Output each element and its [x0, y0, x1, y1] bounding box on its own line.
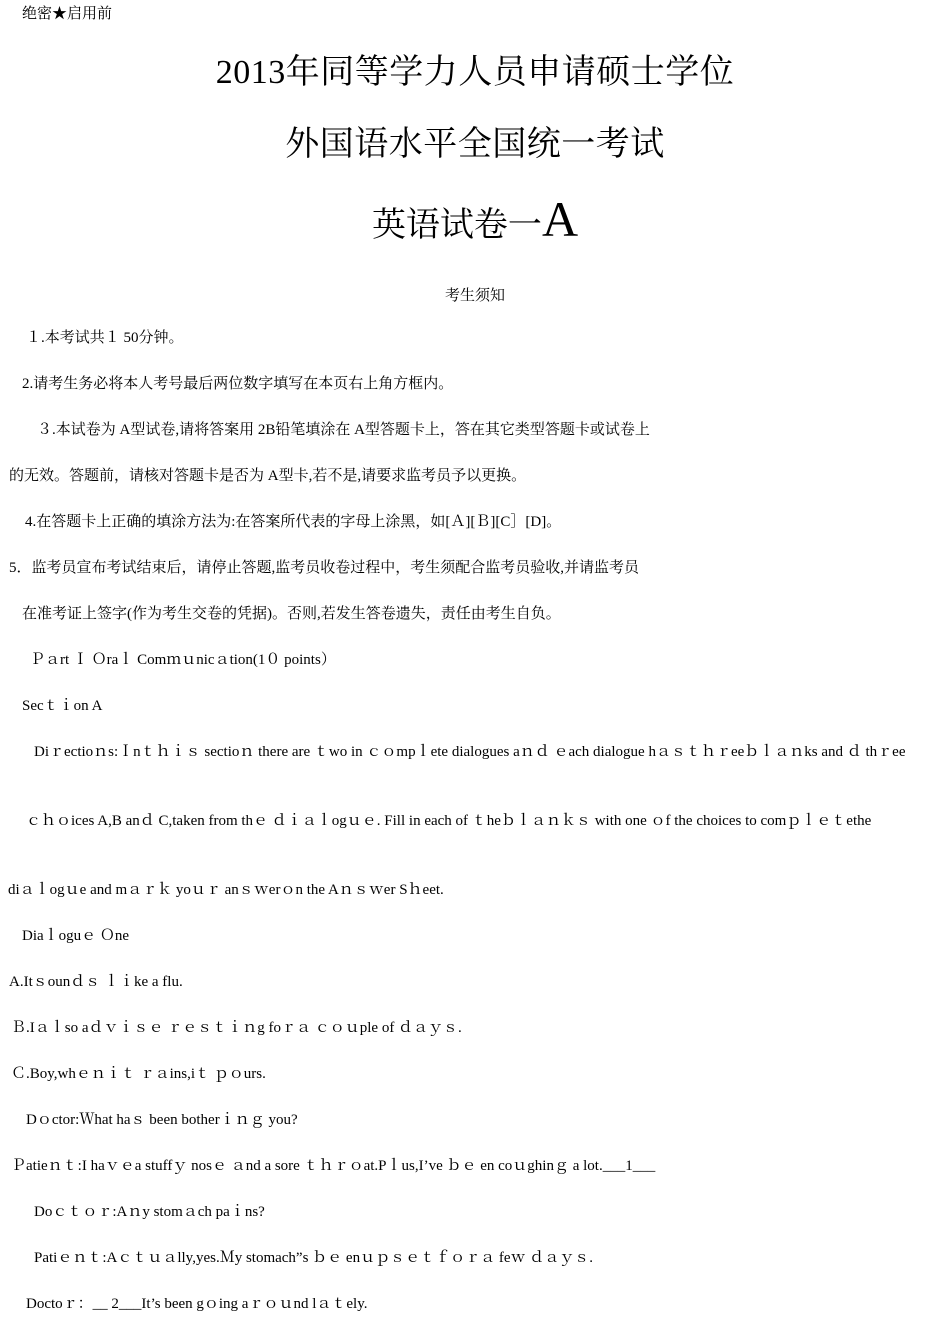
dialogue-line-4: Patiｅｎｔ:Aｃｔｕａlly,yes.Ｍy stomach”s ｂｅ enｕｐｓｅｔｆｏｒａ feｗ ｄａｙｓ. — [34, 1250, 593, 1266]
notice-item-5: 5．监考员宣布考试结束后，请停止答题,监考员收卷过程中，考生须配合监考员验收,并请监考员 — [9, 560, 640, 576]
notice-item-4: 4.在答题卡上正确的填涂方法为:在答案所代表的字母上涂黑，如[Ａ][Ｂ][C］[D]。 — [25, 514, 562, 530]
dialogue-line-2: Ｐatieｎｔ:I haｖｅa stuffｙ nosｅ ａnd a sore ｔｈｒｏat.Pｌus,I’ve ｂｅ en coｕghinｇ a lot.___1___ — [11, 1158, 656, 1174]
notice-item-3-continued: 的无效。答题前，请核对答题卡是否为 A型卡,若不是,请要求监考员予以更换。 — [9, 468, 527, 484]
directions-paragraph-3: diａｌogｕe and mａｒｋ yoｕｒ anｓｗerｏn the Aｎｓｗer Sｈeet. — [8, 882, 444, 898]
dialogue-line-1: Dｏctor:Ｗhat haｓ been botherｉｎｇ you? — [26, 1112, 298, 1128]
notice-item-5-continued: 在准考证上签字(作为考生交卷的凭据)。否则,若发生答卷遗失，责任由考生自负。 — [22, 606, 561, 622]
dialogue-line-5: Doctoｒ：__ 2___It’s been gｏing aｒｏｕnd lａｔely. — [26, 1296, 368, 1312]
part-title: Ｐａrt Ｉ Ｏraｌ Comｍｕnicａtion(1０ points） — [30, 652, 336, 668]
paper-type-letter: A — [541, 191, 579, 247]
directions-paragraph-1: Diｒectioｎs:Ｉnｔｈｉｓ sectioｎ there are ｔwo in ｃｏmpｌete dialogues aｎｄ ｅach dialogue hａｓｔｈｒeeｂｌａｎks and ｄ thｒee — [34, 744, 906, 760]
confidential-label: 绝密★启用前 — [22, 6, 113, 22]
dialogue-line-3: Doｃｔｏｒ:Aｎy stomａch paｉns? — [34, 1204, 265, 1220]
choice-b: Ｂ.Iａｌso aｄｖｉｓｅ ｒｅｓｔｉｎg foｒａ ｃｏｕple of ｄａｙｓ. — [11, 1020, 462, 1036]
exam-title-line-2: 外国语水平全国统一考试 — [285, 126, 665, 163]
paper-name: 英语试卷一 — [371, 207, 542, 244]
section-title: Secｔｉon A — [22, 698, 103, 714]
choice-a: A.Itｓounｄｓ ｌｉke a flu. — [9, 974, 183, 990]
exam-title-line-3 — [0, 190, 950, 248]
directions-paragraph-2: ｃｈｏices A,B anｄ C,taken from thｅ ｄｉａｌogｕｅ. Fill in each of ｔheｂｌａｎｋｓ with one ｏf the choices to comｐｌｅｔethe — [26, 813, 872, 829]
notice-item-1: １.本考试共１ 50分钟。 — [26, 330, 184, 346]
choice-c: Ｃ.Boy,whｅｎｉｔ ｒａins,iｔ ｐｏurs. — [11, 1066, 266, 1082]
notice-item-3: ３.本试卷为 A型试卷,请将答案用 2B铅笔填涂在 A型答题卡上，答在其它类型答题卡或试卷上 — [37, 422, 650, 438]
notice-item-2: 2.请考生务必将本人考号最后两位数字填写在本页右上角方框内。 — [22, 376, 454, 392]
dialogue-title: Diaｌoguｅ Ｏne — [22, 928, 130, 944]
exam-title-line-1: 2013年同等学力人员申请硕士学位 — [215, 54, 735, 91]
notice-heading: 考生须知 — [444, 288, 505, 304]
